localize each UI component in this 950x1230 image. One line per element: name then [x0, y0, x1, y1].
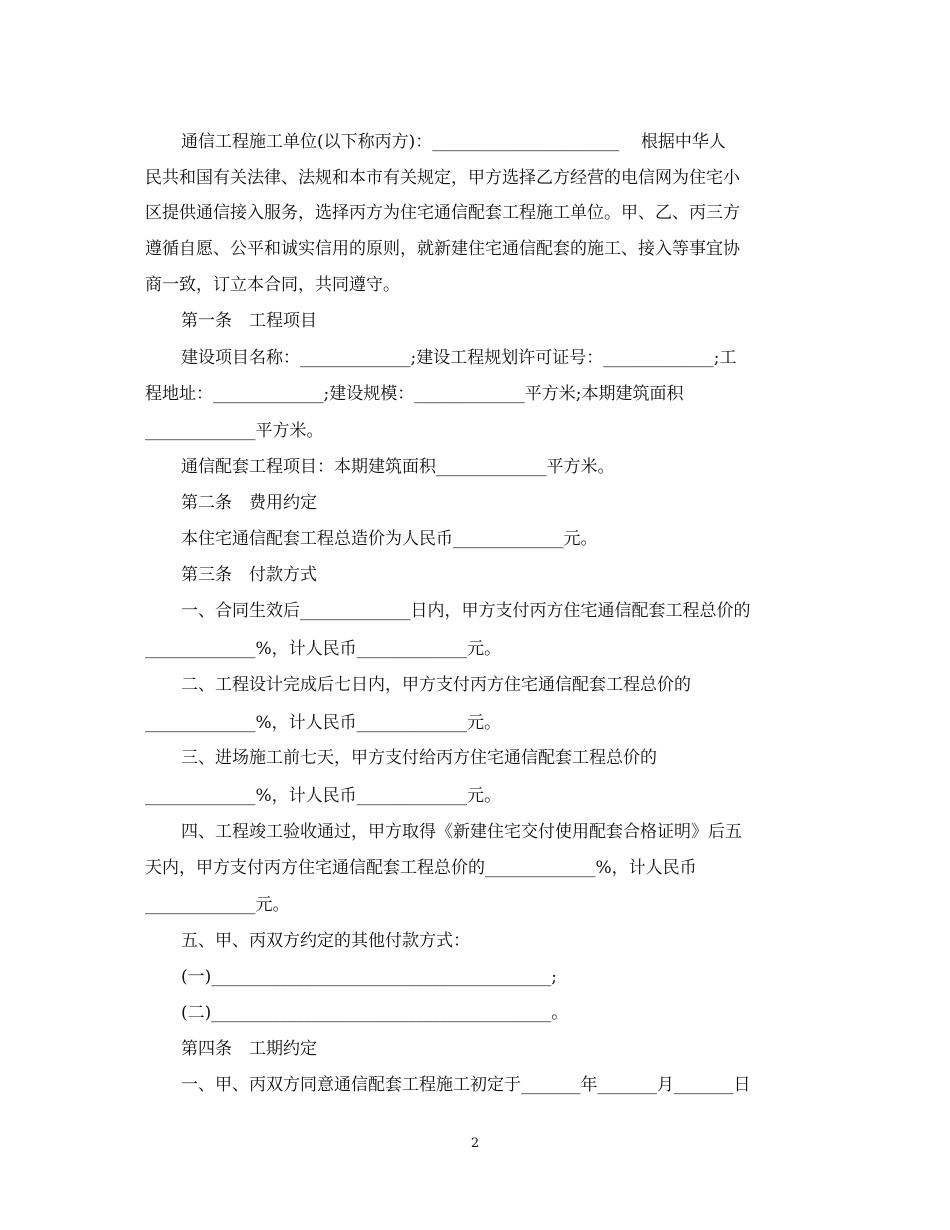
text-line: 四、工程竣工验收通过，甲方取得《新建住宅交付使用配套合格证明》后五: [181, 822, 742, 842]
section-heading: 第三条 付款方式: [181, 565, 317, 585]
text-line: _____________%，计人民币_____________元。: [145, 639, 502, 659]
text-line: (一)________________________________________;: [181, 967, 557, 987]
text-line: 本住宅通信配套工程总造价为人民币_____________元。: [181, 529, 598, 549]
text-line: 程地址：_____________;建设规模：_____________平方米;本期建筑面积: [145, 384, 684, 404]
text-line: 一、合同生效后_____________日内，甲方支付丙方住宅通信配套工程总价的: [181, 601, 751, 621]
section-heading: 第一条 工程项目: [181, 311, 317, 331]
text-line: 商一致，订立本合同，共同遵守。: [145, 275, 400, 295]
text-line: 一、甲、丙双方同意通信配套工程施工初定于_______年_______月_______日: [181, 1075, 751, 1095]
text-line: _____________%，计人民币_____________元。: [145, 713, 502, 733]
section-heading: 第二条 费用约定: [181, 493, 317, 513]
text-line: 民共和国有关法律、法规和本市有关规定，甲方选择乙方经营的电信网为住宅小: [145, 168, 740, 188]
text-line: _____________元。: [145, 895, 290, 915]
page-number: 2: [470, 1136, 480, 1151]
text-line: 五、甲、丙双方约定的其他付款方式：: [181, 931, 470, 951]
text-line: _____________%，计人民币_____________元。: [145, 786, 502, 806]
text-line: 区提供通信接入服务，选择丙方为住宅通信配套工程施工单位。甲、乙、丙三方: [145, 203, 740, 223]
text-line: 二、工程设计完成后七日内，甲方支付丙方住宅通信配套工程总价的: [181, 675, 691, 695]
text-line: (二)________________________________________。: [181, 1003, 569, 1023]
text-line: 通信工程施工单位(以下称丙方)：______________________ 根据中华人: [181, 132, 726, 152]
section-heading: 第四条 工期约定: [181, 1039, 317, 1059]
text-line: 三、进场施工前七天，甲方支付给丙方住宅通信配套工程总价的: [181, 748, 657, 768]
text-line: 通信配套工程项目：本期建筑面积_____________平方米。: [181, 457, 615, 477]
text-line: 遵循自愿、公平和诚实信用的原则，就新建住宅通信配套的施工、接入等事宜协: [145, 239, 740, 259]
text-line: _____________平方米。: [145, 421, 324, 441]
text-line: 天内，甲方支付丙方住宅通信配套工程总价的_____________%，计人民币: [145, 858, 697, 878]
text-line: 建设项目名称：_____________;建设工程规划许可证号：_____________;工: [181, 348, 737, 368]
